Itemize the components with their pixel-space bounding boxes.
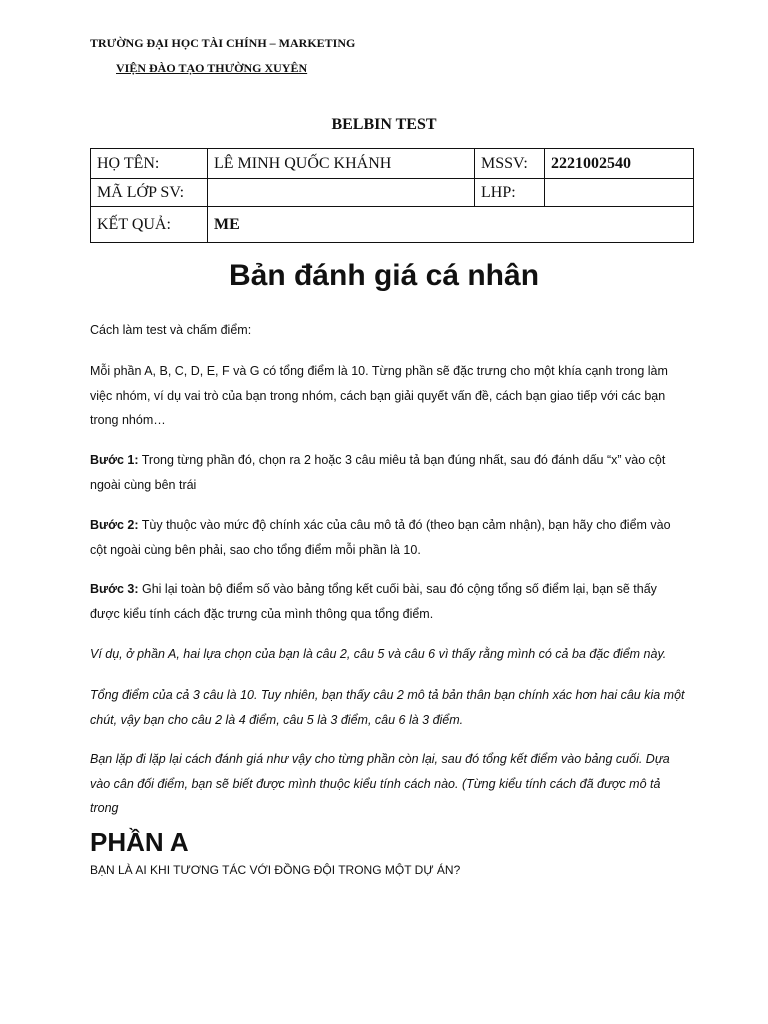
example-1: Ví dụ, ở phần A, hai lựa chọn của bạn là câu 2, câu 5 và câu 6 vì thấy rằng mình có cả ba đặc điểm này. — [90, 647, 667, 661]
table-row — [91, 149, 694, 179]
result-value: ME — [208, 207, 694, 243]
section-question: BẠN LÀ AI KHI TƯƠNG TÁC VỚI ĐỒNG ĐỘI TRONG MỘT DỰ ÁN? — [90, 863, 461, 877]
step-text: Trong từng phần đó, chọn ra 2 hoặc 3 câu miêu tả bạn đúng nhất, sau đó đánh dấu “x” vào cột ngoài cùng bên trái — [90, 453, 666, 492]
step-text: Tùy thuộc vào mức độ chính xác của câu mô tả đó (theo bạn cảm nhận), bạn hãy cho điểm vào cột ngoài cùng bên phải, sao cho tổng điểm mỗi phần là 10. — [90, 518, 671, 557]
lhp-label: LHP: — [475, 179, 545, 207]
mssv-value: 2221002540 — [545, 149, 694, 179]
mssv-label: MSSV: — [475, 149, 545, 179]
name-label: HỌ TÊN: — [91, 149, 208, 179]
class-label: MÃ LỚP SV: — [91, 179, 208, 207]
example-2: Tổng điểm của cả 3 câu là 10. Tuy nhiên, bạn thấy câu 2 mô tả bản thân bạn chính xác hơn hai câu kia một chút, vậy bạn cho câu 2 là 4 điểm, câu 5 là 3 điểm, câu 6 là 3 điểm. — [90, 688, 685, 727]
step-2 — [90, 513, 690, 562]
step-label: Bước 2: — [90, 518, 139, 532]
test-title: BELBIN TEST — [331, 116, 437, 133]
step-label: Bước 3: — [90, 582, 139, 596]
step-3 — [90, 577, 690, 626]
class-value — [208, 179, 475, 207]
table-row — [91, 207, 694, 243]
step-1 — [90, 448, 690, 497]
main-title: Bản đánh giá cá nhân — [228, 259, 540, 292]
step-label: Bước 1: — [90, 453, 139, 467]
name-value: LÊ MINH QUỐC KHÁNH — [208, 149, 475, 179]
student-info-table — [90, 148, 694, 243]
school-name: TRƯỜNG ĐẠI HỌC TÀI CHÍNH – MARKETING — [90, 36, 356, 50]
description-paragraph: Mỗi phần A, B, C, D, E, F và G có tổng điểm là 10. Từng phần sẽ đặc trưng cho một khía cạnh trong làm việc nhóm, ví dụ vai trò của bạn trong nhóm, cách bạn giải quyết vấn đề, cách bạn giao tiếp với các bạn trong nhóm… — [90, 364, 668, 427]
intro-text: Cách làm test và chấm điểm: — [90, 323, 252, 337]
step-text: Ghi lại toàn bộ điểm số vào bảng tổng kết cuối bài, sau đó cộng tổng số điểm lại, bạn sẽ thấy được kiểu tính cách đặc trưng của mình thông qua tổng điểm. — [90, 582, 657, 621]
table-row — [91, 179, 694, 207]
example-3: Bạn lặp đi lặp lại cách đánh giá như vậy cho từng phần còn lại, sau đó tổng kết điểm vào bảng cuối. Dựa vào cân đối điểm, bạn sẽ biết được mình thuộc kiểu tính cách nào. (Từng kiểu tính cách đã được mô tả trong — [90, 752, 670, 815]
lhp-value — [545, 179, 694, 207]
institute-name: VIỆN ĐÀO TẠO THƯỜNG XUYÊN — [116, 61, 308, 75]
section-title: PHẦN A — [90, 827, 189, 857]
result-label: KẾT QUẢ: — [91, 207, 208, 243]
